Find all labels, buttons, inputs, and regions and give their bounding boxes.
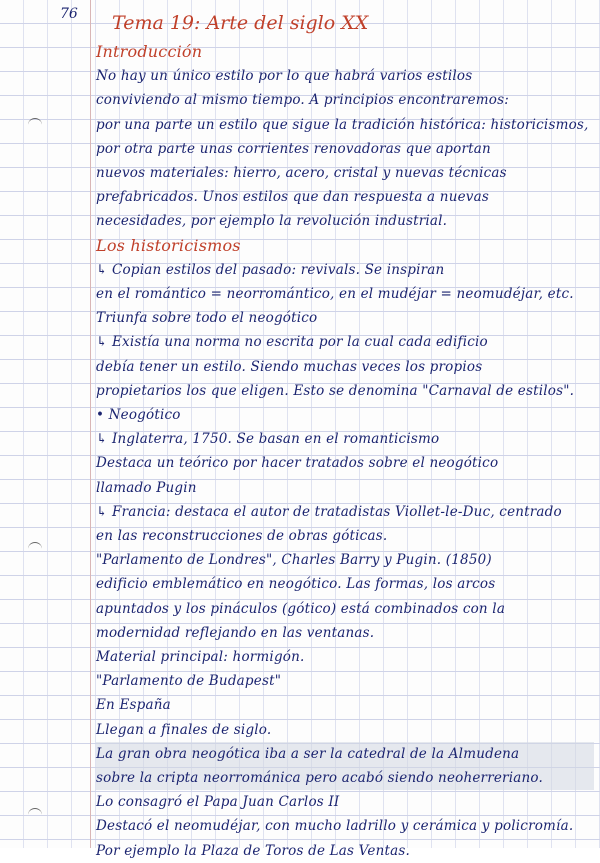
note-line: ↳ Copian estilos del pasado: revivals. Se inspiran — [96, 261, 445, 278]
note-line: Destacó el neomudéjar, con mucho ladrillo y cerámica y policromía. — [96, 818, 574, 835]
note-line: No hay un único estilo por lo que habrá varios estilos — [96, 68, 473, 85]
note-line: nuevos materiales: hierro, acero, cristal y nuevas técnicas — [96, 165, 507, 181]
note-line: Lo consagró el Papa Juan Carlos II — [96, 794, 340, 811]
note-line: ↳ Inglaterra, 1750. Se basan en el romanticismo — [96, 431, 440, 448]
note-line: necesidades, por ejemplo la revolución industrial. — [96, 213, 448, 230]
note-line: llamado Pugin — [96, 479, 197, 496]
punch-hole-mark — [28, 118, 42, 125]
note-line: En España — [96, 697, 171, 714]
margin-line — [90, 0, 91, 848]
note-line: por otra parte unas corrientes renovadoras que aportan — [96, 140, 491, 157]
note-line: "Parlamento de Londres", Charles Barry y Pugin. (1850) — [96, 552, 492, 569]
note-line: apuntados y los pináculos (gótico) está combinados con la — [96, 600, 506, 617]
punch-hole-mark — [28, 808, 42, 815]
section-heading: Introducción — [96, 42, 203, 61]
note-line: prefabricados. Unos estilos que dan respuesta a nuevas — [96, 189, 489, 206]
note-line: La gran obra neogótica iba a ser la catedral de la Almudena — [96, 742, 594, 766]
page-number: 76 — [60, 6, 78, 22]
note-line: en las reconstrucciones de obras góticas. — [96, 528, 388, 544]
note-line: por una parte un estilo que sigue la tradición histórica: historicismos, — [96, 116, 589, 133]
note-line: Por ejemplo la Plaza de Toros de Las Ventas. — [96, 842, 410, 859]
note-line: conviviendo al mismo tiempo. A principios encontraremos: — [96, 92, 509, 109]
note-line: ↳ Existía una norma no escrita por la cual cada edificio — [96, 334, 488, 351]
note-line: sobre la cripta neorrománica pero acabó siendo neoherreriano. — [96, 766, 594, 790]
note-line: en el romántico = neorromántico, en el mudéjar = neomudéjar, etc. — [96, 286, 574, 302]
note-line: ↳ Francia: destaca el autor de tratadistas Viollet-le-Duc, centrado — [96, 503, 562, 520]
section-heading: Los historicismos — [96, 235, 241, 255]
punch-hole-mark — [28, 542, 42, 549]
note-line: "Parlamento de Budapest" — [96, 673, 282, 690]
note-line: propietarios los que eligen. Esto se denomina "Carnaval de estilos". — [96, 382, 575, 399]
note-line: debía tener un estilo. Siendo muchas veces los propios — [96, 358, 483, 375]
note-line: modernidad reflejando en las ventanas. — [96, 624, 375, 641]
page-title: Tema 19: Arte del siglo XX — [112, 12, 369, 34]
note-line: Destaca un teórico por hacer tratados sobre el neogótico — [96, 455, 499, 472]
note-line: Llegan a finales de siglo. — [96, 721, 272, 738]
note-line: Triunfa sobre todo el neogótico — [96, 310, 318, 327]
note-line: • Neogótico — [96, 407, 181, 423]
note-line: edificio emblemático en neogótico. Las formas, los arcos — [96, 576, 496, 593]
note-line: Material principal: hormigón. — [96, 649, 305, 665]
